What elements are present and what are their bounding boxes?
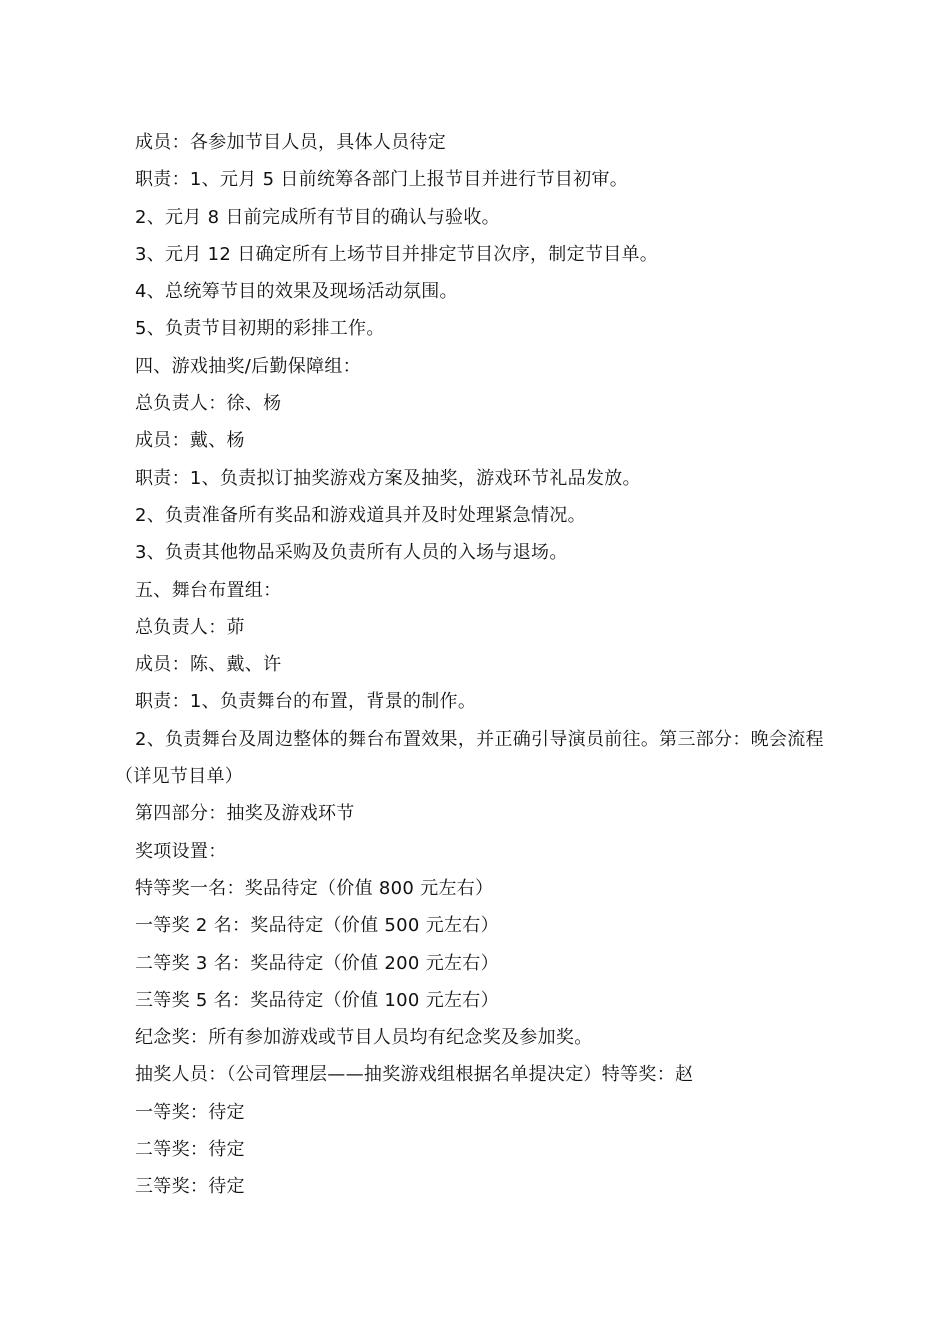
prize-line: 一等奖 2 名：奖品待定（价值 500 元左右）	[135, 915, 499, 937]
section-heading: 第四部分：抽奖及游戏环节	[135, 803, 355, 825]
text-line: 抽奖人员：（公司管理层——抽奖游戏组根据名单提决定）特等奖：赵	[135, 1064, 694, 1086]
section-heading: 五、舞台布置组：	[135, 579, 282, 601]
prize-line: 特等奖一名：奖品待定（价值 800 元左右）	[135, 877, 494, 899]
text-line: 职责：1、元月 5 日前统筹各部门上报节目并进行节目初审。	[135, 169, 629, 191]
text-line: 总负责人：徐、杨	[135, 393, 282, 415]
text-line: 3、元月 12 日确定所有上场节目并排定节目次序，制定节目单。	[135, 243, 659, 265]
text-line: 职责：1、负责拟订抽奖游戏方案及抽奖，游戏环节礼品发放。	[135, 467, 641, 489]
text-line: 二等奖：待定	[135, 1139, 245, 1161]
text-line: 奖项设置：	[135, 840, 227, 862]
text-line: 纪念奖：所有参加游戏或节目人员均有纪念奖及参加奖。	[135, 1027, 593, 1049]
text-line: 3、负责其他物品采购及负责所有人员的入场与退场。	[135, 542, 568, 564]
text-line: 4、总统筹节目的效果及现场活动氛围。	[135, 281, 458, 303]
prize-line: 三等奖 5 名：奖品待定（价值 100 元左右）	[135, 989, 499, 1011]
section-heading: 四、游戏抽奖/后勤保障组：	[135, 355, 361, 377]
text-line: 三等奖：待定	[135, 1176, 245, 1198]
text-line: 5、负责节目初期的彩排工作。	[135, 318, 385, 340]
text-line: 一等奖：待定	[135, 1101, 245, 1123]
text-line: 成员：各参加节目人员，具体人员待定	[135, 132, 447, 153]
text-line: 总负责人：茆	[135, 616, 245, 638]
text-line: 职责：1、负责舞台的布置，背景的制作。	[135, 691, 477, 713]
text-line: 成员：陈、戴、许	[135, 654, 282, 676]
text-line: 2、负责准备所有奖品和游戏道具并及时处理紧急情况。	[135, 504, 586, 526]
text-line: 成员：戴、杨	[135, 430, 245, 452]
text-paragraph: 2、负责舞台及周边整体的舞台布置效果，并正确引导演员前往。第三部分：晚会流程（详见节目单）	[115, 728, 824, 788]
document-body	[115, 124, 845, 1206]
text-line: 2、元月 8 日前完成所有节目的确认与验收。	[135, 206, 500, 228]
prize-line: 二等奖 3 名：奖品待定（价值 200 元左右）	[135, 952, 499, 974]
